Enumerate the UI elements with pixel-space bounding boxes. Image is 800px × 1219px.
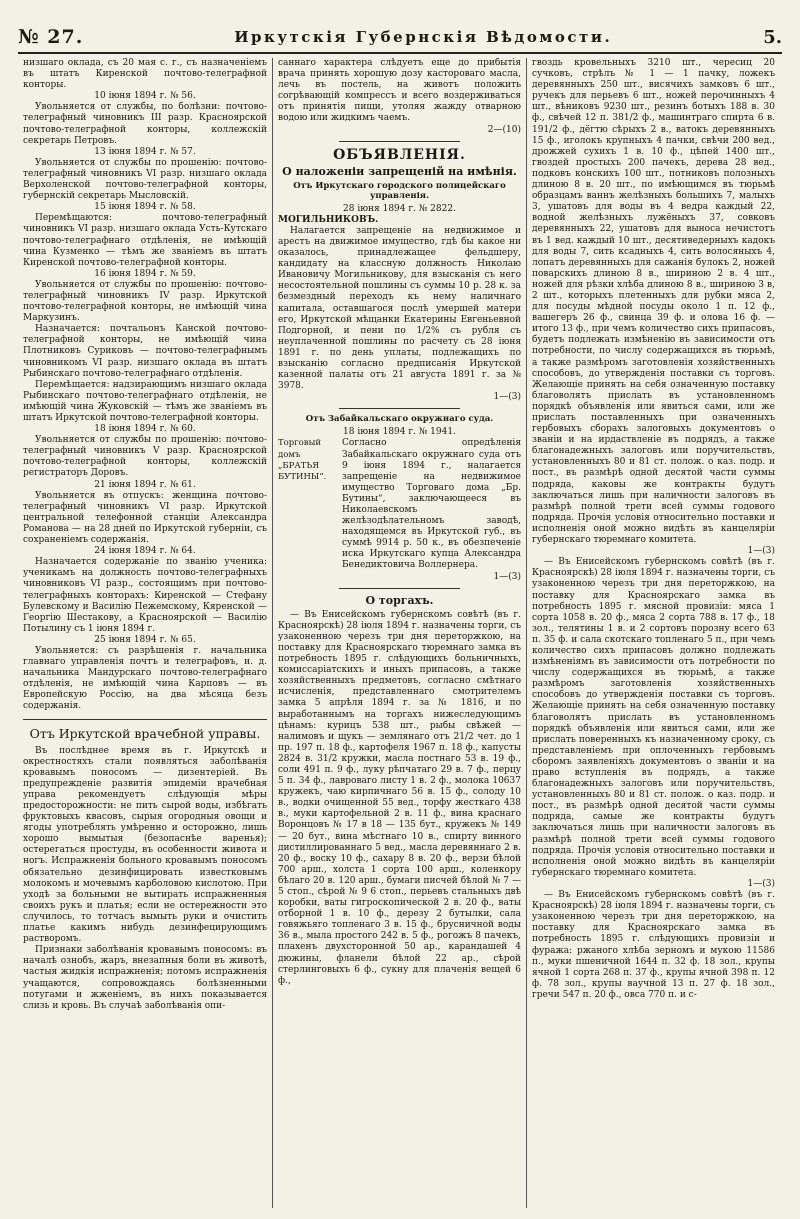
order-date: 15 іюня 1894 г. № 58. (94, 202, 196, 213)
person-name (278, 215, 521, 226)
issue-counter: 1—(3) (493, 571, 521, 582)
order-date: 28 іюня 1894 г. № 2822. (343, 203, 456, 214)
source-heading: Отъ Забайкальскаго окружнаго суда. (305, 414, 494, 425)
issue-counter: 1—(3) (493, 392, 521, 403)
column-1 (18, 58, 272, 1208)
divider (339, 408, 461, 409)
order-date: 18 іюня 1894 г. № 60. (94, 424, 196, 435)
paragraph: Увольняется от службы, по болѣзни: почтово-телеграфный чиновникъ III разр. Красноярской почтово-телеграфной конторы, коллежскій секретарь Петровъ. (23, 102, 267, 146)
person-name-text: МОГИЛЬНИКОВЪ. (278, 214, 379, 225)
paragraph: — Въ Енисейскомъ губернскомъ совѣтѣ (въ г. Красноярскѣ) 28 іюля 1894 г. назначены торги, съ узаконенною черезъ три дня переторжкою, на поставку для Красноярскаго замка въ потребность 1895 г. слѣдующихъ провизіи и фуража: ржаного хлѣба зерномъ и мукою 11586 п., муки пшеничной 1644 п. 32 ф. 18 зол., крупы ячной 1 сорта 268 п. 37 ф., крупы ячной 398 п. 12 ф. 78 зол., крупы ваучной 13 п. 27 ф. 18 зол., гречи 547 п. 20 ф., овса 770 п. и с- (532, 890, 775, 1000)
issue-counter: 1—(3) (747, 546, 775, 557)
paragraph: Увольняется: съ разрѣшенія г. начальника главнаго управленія почтъ и телеграфовъ, и. д. начальника Мандурскаго почтово-телеграфнаго отдѣленія, не имѣющій чина Карповъ — въ Европейскую Россію, на два мѣсяца безъ содержанія. (23, 645, 267, 712)
paragraph: Назначается содержаніе по званію ученика: ученикамъ на должность почтово-телеграфныхъ чиновниковъ VI разр., состоящимъ при почтово-телеграфныхъ конторахъ: Киренской — Стефану Булевскому и Василію Пежемскому, Кяренской — Георгію Шестакову, а Красноярской — Василію Потылину съ 1 іюня 1894 г. (23, 557, 267, 634)
order-date: 13 іюня 1894 г. № 57. (94, 146, 196, 157)
paragraph: Увольняется въ отпускъ: женщина почтово-телеграфный чиновникъ VI разр. Иркутской центральной телефонной станціи Александра Романова — на 28 дней по Иркутской губерніи, съ сохраненіемъ содержанія. (23, 490, 267, 546)
paragraph: Налагается запрещеніе на недвижимое и арестъ на движимое имущество, гдѣ бы какое ни оказалось, принадлежащее фельдшеру, кандидату на классную должность Николаю Ивановичу Могильникову, для взысканія съ него несостоятельной пошлины съ суммы 10 р. 28 к. за безмездный переходъ къ нему наличнаго капитала, оставшагося послѣ умершей матери его, Иркутской мѣщанки Екатерины Евгеньевной Подгорной, и пени по 1/2% съ рубля съ неуплаченной пошлины по расчету съ 28 іюня 1891 г. по день уплаты, подлежащихъ по взысканію согласно предписанія Иркутской казенной палаты отъ 21 августа 1891 г. за № 3978. (278, 225, 521, 392)
paragraph: низшаго оклада, съ 20 мая с. г., съ назначеніемъ въ штатъ Киренской почтово-телеграфной конторы. (23, 58, 267, 91)
order-date: 24 іюня 1894 г. № 64. (94, 546, 196, 557)
column-3 (526, 58, 780, 1208)
paragraph: Согласно опредѣленія Забайкальскаго окружнаго суда отъ 9 іюня 1894 г., налагается запрещеніе на недвижимое имущество Торговаго дома „Бр. Бутины“, заключающееся въ Николаевскомъ желѣзодѣлательномъ заводѣ, находящемся въ Иркутской губ., въ суммѣ 9914 р. 50 к., въ обезпеченіе иска Иркутскаго купца Александра Бенедиктовича Воллернера. (342, 438, 521, 571)
paragraph: Перемѣщаются: почтово-телеграфный чиновникъ VI разр. низшаго оклада Усть-Кутскаго почтово-телеграфнаго отдѣленія, не имѣющій чина Кузменко — тѣмъ же званіемъ въ штатъ Киренской почтово-телеграфной конторы. (23, 213, 267, 268)
source-heading: Отъ Иркутскаго городского полицейскаго управленія. (293, 180, 506, 201)
order-date: 25 іюня 1894 г. № 65. (94, 634, 196, 645)
paragraph: Увольняется от службы по прошенію: почтово-телеграфный чиновникъ V разр. Красноярской почтово-телеграфной конторы, коллежскій регистраторъ Доровъ. (23, 435, 267, 479)
paragraph: Увольняется от службы по прошенію: почтово-телеграфный чиновникъ VI разр. низшаго оклада Верхоленской почтово-телеграфной конторы, губернскій секретарь Мысловскій. (23, 157, 267, 202)
firm-notice (278, 438, 521, 571)
paragraph: саннаго характера слѣдуетъ еще до прибытія врача принять хорошую дозу касторовaго масла, лечь въ постель, на животъ положить согрѣвающій компрессъ и всего воздерживаться отъ принятія пищи, утоляя жажду отварною водою или жидкимъ чаемъ. (278, 58, 521, 124)
order-date: 21 іюня 1894 г. № 61. (94, 479, 196, 490)
page-number: 5. (763, 26, 782, 48)
section-title: Отъ Иркутской врачебной управы. (23, 719, 267, 741)
order-date: 16 іюня 1894 г. № 59. (94, 268, 196, 279)
paragraph: — Въ Енисейскомъ губернскомъ совѣтѣ (въ г. Красноярскѣ) 28 іюля 1894 г. назначены торги, съ узаконенною черезъ три дня переторжкою, на поставку для Красноярскаго тюремнаго замка въ потребность 1895 г. слѣдующихъ больничныхъ, комиссаріатскихъ и иныхъ припасовъ, а также хозяйственныхъ предметовъ, согласно смѣтнаго исчисленія, представленнаго смотрителемъ замка 5 апрѣля 1894 г. за № 1816, и по выработаннымъ на торгахъ нижеследующимъ цѣнамъ: курицъ 538 шт., рыбы свѣжей — налимовъ и щукъ — землянаго отъ 21/2 чет. до 1 пр. 197 п. 18 ф., картофеля 1967 п. 18 ф., капусты 2824 в. 31/2 кружки, масла постнаго 53 в. 19 ф., соли 491 п. 9 ф., луку рѣпчатаго 29 в. 7 ф., перцу 5 п. 34 ф., лавроваго листу 1 в. 2 ф., молока 10637 кружекъ, чаю кирпичнаго 56 в. 15 ф., солоду 10 в., водки очищенной 55 вед., торфу жесткаго 438 в., муки картофельной 2 в. 11 ф., вина краснаго Воронцовъ № 17 в 18 — 135 бут., кружекъ № 149 — 20 бут., вина мѣстнаго 10 в., спирту винного дистиллированнаго 5 вед., масла деревяннаго 2 в. 20 ф., воску 10 ф., сахару 8 в. 20 ф., верзи бѣлой 700 арш., холста 1 сорта 100 арш., коленкору бѣлаго 20 в. 120 арш., бумаги писчей бѣлой № 7 — 5 стоп., сѣрой № 9 6 стоп., перьевъ стальныхъ двѣ коробки, ваты гигроскопической 2 в. 20 ф., ваты отборной 1 в. 10 ф., дерезу 2 бутылки, сала говяжьяго топленаго 3 в. 15 ф., брусничной воды 36 в., мыла простого 242 в. 5 ф., рогожъ 8 пачекъ, плахенъ двухсторонной 50 ар., карандашей 4 дюжины, фланели бѣлой 22 ар., сѣрой стерлинговыхъ 6 ф., сукну для плаченія вещей 6 ф., (278, 609, 521, 986)
order-date: 10 іюня 1894 г. № 56. (94, 91, 196, 102)
divider (339, 588, 461, 589)
issue-counter: 2—(10) (487, 124, 521, 135)
paragraph: Увольняется от службы по прошенію: почтово-телеграфный чиновникъ IV разр. Иркутской почтово-телеграфной конторы, не имѣющій чина Маркузинъ. (23, 279, 267, 324)
firm-text-wrap (342, 438, 521, 571)
paragraph: гвоздь кровельныхъ 3210 шт., чересиц 20 сучковъ, стрѣлъ № 1 — 1 пачку, ложекъ деревянныхъ 250 шт., висячихъ замковъ 6 шт., ручекъ для перьевъ 6 шт., ножей перочинныхъ 4 шт., вѣниковъ 9230 шт., резинъ ботыхъ 188 в. 30 ф., свѣчей 12 п. 381/2 ф., машинтраго спирта 6 в. 191/2 ф., дёгтю сѣрыхъ 2 в., ватокъ деревянныхъ 15 ф., иголокъ крупныхъ 4 пачки, свѣчи 200 вед., дрожжей сухихъ 1 в. 10 ф., цѣпей 1400 шт., гвоздей простыхъ 200 пачекъ, дерева 28 вед., подковъ конскихъ 100 шт., потниковъ полозныхъ длиною 8 в. 20 шт., по имѣющимся въ тюрьмѣ образцамъ ваннъ желѣзныхъ большихъ 7, малыхъ 3, ушатовъ для воды въ 4 ведра каждый 22, водной желѣзныхъ лужёныхъ 37, совковъ деревянныхъ 22, ушатовъ для выноса нечистотъ въ 1 вед. каждый 10 шт., десятиведерныхъ кадокъ для воды 7, сить ксадныхъ 4, сить волосяныхъ 4, лопатъ деревянныхъ для сажанія булокъ 2, ножей поварскихъ длиною 8 в., шириною 2 в. 4 шт., ножей для рѣзки хлѣба длиною 8 в., шириною 3 в, 2 шт., которыхъ плетенныхъ для рубки мяса 2, для посуды мѣдной посуды около 1 п. 12 ф., вашегеръ 26 ф., свинца 39 ф. и олова 16 ф. — итого 13 ф., при чемъ количество сихъ припасовъ, будетъ подлежать измѣненію въ зависимости отъ потребности, по числу содержащихся въ тюрьмѣ, а также размѣромъ заготовленія хозяйственныхъ способовъ, до утвержденія поставки съ торговъ. Желающіе принять на себя означенную поставку благоволятъ прислать въ установленномъ порядкѣ объявленія или явиться сами, или же прислать поставленныхъ при означенныхъ гербовыхъ сборахъ залоговыхъ документовъ о званіи и на ирдаствленіе въ подрядъ, а также благонадежныхъ залоговъ или поручительствъ, установленныхъ 80 и 81 ст. полож. о каз. подр. и пост., въ размѣрѣ одной десятой части суммы подряда, каковы же контракты будутъ заключаться лишь при наличности залоговъ въ размѣрѣ полной трети всей суммы годового подряда. Прочія условія относительно поставки и исполненія оной можно видѣть въ канцеляріи губернскаго тюремнаго комитета. (532, 58, 775, 546)
issue-number: № 27. (18, 26, 84, 48)
column-2 (272, 58, 526, 1208)
section-title: О наложеніи запрещеній на имѣнія. (282, 164, 517, 178)
paragraph: Признаки заболѣванія кровавымъ поносомъ: въ началѣ ознобъ, жаръ, внезапныя боли въ животѣ, частыя жидкія испражненія; потомъ испражненія учащаются, сопровождаясь болѣзненными потугами и жженіемъ, въ нихъ показывается слизь и кровь. Въ случаѣ заболѣванія опи- (23, 945, 267, 1011)
firm-label: Торговый домъ „БРАТЬЯ БУТИНЫ“. (278, 438, 327, 482)
divider (339, 141, 461, 142)
issue-counter: 1—(3) (747, 878, 775, 889)
paragraph: Назначается: почтальонъ Канской почтово-телеграфной конторы, не имѣющій чина Плотниковъ Суриковъ — почтово-телеграфнымъ чиновникомъ VI разр. низшаго оклада въ штатъ Рыбинскаго почтово-телеграфнаго отдѣленія. (23, 324, 267, 379)
announcements-title: ОБЪЯВЛЕНІЯ. (333, 146, 466, 163)
paragraph: — Въ Енисейскомъ губернскомъ совѣтѣ (въ г. Красноярскѣ) 28 іюля 1894 г. назначены торги, съ узаконенною черезъ три дня переторжкою, на поставку для Красноярскаго замка въ потребность 1895 г. мясной провизіи: мяса 1 сорта 1058 в. 20 ф., мяса 2 сорта 788 в. 17 ф., 18 зол., телятины 1 в. и 2 сортовъ порозну всего 63 п. 35 ф. и сала скотскаго топленаго 5 п., при чемъ количество сихъ припасовъ должно подлежать измѣненіямъ въ зависимости отъ потребности по числу содержащихся въ тюрьмѣ, а также размѣромъ заготовленія хозяйственныхъ способовъ до утвержденія поставки съ торговъ. Желающіе принять на себя означенную поставку благоволятъ прислать въ установленномъ порядкѣ объявленія или явиться сами, или же прислать поверенныхъ къ назначенному сроку, съ представленіемъ при оплоченныхъ гербовымъ сборомъ заявленіяхъ документовъ о званіи и на право вступленія въ подрядъ, а также благонадежныхъ залоговъ или поручительствъ, установленныхъ 80 и 81 ст. полож. о каз. подр. и пост., въ размѣрѣ одной десятой части суммы подряда, самые же контракты будутъ заключаться лишь при наличности залоговъ въ размѣрѣ полной трети всей суммы годового подряда. Прочія условія относительно поставки и исполненія оной можно видѣть въ канцеляріи губернскаго тюремнаго комитета. (532, 557, 775, 878)
masthead (18, 22, 782, 54)
columns (18, 58, 782, 1208)
paragraph: Перемѣщается: надзирающимъ низшаго оклада Рыбинскаго почтово-телеграфнаго отдѣленія, не имѣющій чина Жуковскій — тѣмъ же званіемъ въ штатъ Иркутской почтово-телеграфной конторы. (23, 379, 267, 423)
paragraph: Въ послѣднее время въ г. Иркутскѣ и окрестностяхъ стали появляться заболѣванія кровавымъ поносомъ — дизентеріей. Въ предупрежденіе развитія эпидеміи врачебная управа рекомендуетъ слѣдующія мѣры предосторожности: не пить сырой воды, избѣгать фруктовыхъ квасовъ, сырыя огородныя овощи и ягоды употреблять умѣренно и осторожно, лишь хорошо вымытыя (безопаснѣе варенья); остерегаться простуды, въ особенности живота и ногъ. Испражненія больного кровавымъ поносомъ обязательно дезинфицировать известковымъ молокомъ и мочевымъ карболовою кислотою. При уходѣ за больными не вытирать испражненныя своихъ рукъ и платья; если не остережности это случилось, то тотчасъ вымыть руки и очистить платье какимъ нибудь дезинфецирующимъ растворомъ. (23, 745, 267, 945)
section-title: О торгахъ. (365, 593, 434, 607)
order-date: 18 іюня 1894 г. № 1941. (343, 427, 456, 438)
newspaper-title: Иркутскія Губернскія Вѣдомости. (234, 28, 613, 46)
